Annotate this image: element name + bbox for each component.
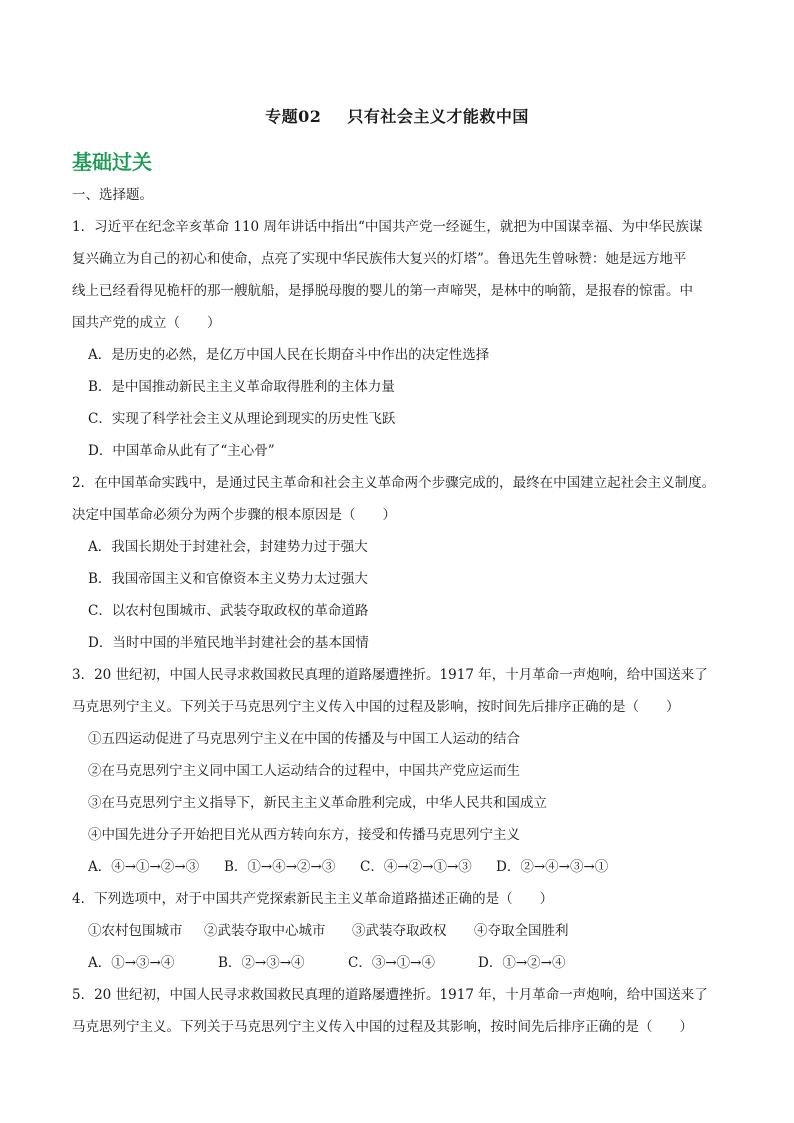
- question-2-option-d: D．当时中国的半殖民地半封建社会的基本国情: [88, 635, 369, 651]
- question-1-line-4: 国共产党的成立（ ）: [72, 315, 221, 331]
- question-1-line-1: 1．习近平在纪念辛亥革命 110 周年讲话中指出“中国共产党一经诞生，就把为中国谋幸福、为中华民族谋: [72, 219, 703, 235]
- title-text: 只有社会主义才能救中国: [347, 107, 529, 126]
- question-4-choice-c: C．③→①→④: [348, 955, 435, 971]
- question-3-statement-1: ①五四运动促进了马克思列宁主义在中国的传播及与中国工人运动的结合: [88, 731, 520, 747]
- question-3-line-2: 马克思列宁主义。下列关于马克思列宁主义传入中国的过程及影响，按时间先后排序正确的是（ ）: [72, 699, 680, 715]
- question-3-choice-c: C．④→②→①→③: [360, 859, 472, 875]
- question-5-line-1: 5．20 世纪初，中国人民寻求救国救民真理的道路屡遭挫折。1917 年，十月革命一声炮响，给中国送来了: [72, 987, 708, 1003]
- question-4-statement-1: ①农村包围城市: [88, 923, 183, 939]
- question-1-option-d: D．中国革命从此有了“主心骨”: [88, 443, 275, 459]
- question-4-statement-2: ②武装夺取中心城市: [204, 923, 326, 939]
- question-3-choices: [88, 855, 608, 875]
- question-4-statement-3: ③武装夺取政权: [352, 923, 447, 939]
- question-2-line-2: 决定中国革命必须分为两个步骤的根本原因是（ ）: [72, 507, 396, 523]
- question-1-line-2: 复兴确立为自己的初心和使命，点亮了实现中华民族伟大复兴的灯塔”。鲁迅先生曾咏赞：她是远方地平: [72, 251, 687, 267]
- question-4-choice-d: D．①→②→④: [478, 955, 566, 971]
- question-2-option-a: A．我国长期处于封建社会，封建势力过于强大: [88, 539, 368, 555]
- part-label: 一、选择题。: [72, 187, 153, 203]
- question-3-statement-3: ③在马克思列宁主义指导下，新民主主义革命胜利完成，中华人民共和国成立: [88, 795, 547, 811]
- section-heading: 基础过关: [72, 150, 152, 174]
- question-2-option-b: B．我国帝国主义和官僚资本主义势力太过强大: [88, 571, 368, 587]
- question-5-line-2: 马克思列宁主义。下列关于马克思列宁主义传入中国的过程及其影响，按时间先后排序正确的是（ ）: [72, 1019, 693, 1035]
- question-3-choice-d: D．②→④→③→①: [496, 859, 609, 875]
- question-2-line-1: 2．在中国革命实践中，是通过民主革命和社会主义革命两个步骤完成的，最终在中国建立起社会主义制度。: [72, 475, 716, 491]
- question-4-statements: [88, 919, 569, 939]
- question-3-line-1: 3．20 世纪初，中国人民寻求救国救民真理的道路屡遭挫折。1917 年，十月革命一声炮响，给中国送来了: [72, 667, 708, 683]
- question-3-statement-2: ②在马克思列宁主义同中国工人运动结合的过程中，中国共产党应运而生: [88, 763, 520, 779]
- question-3-choice-b: B．①→④→②→③: [224, 859, 336, 875]
- question-1-line-3: 线上已经看得见桅杆的那一艘航船，是掙脱母腹的婴儿的第一声啼哭，是林中的响箭，是报春的惊雷。中: [72, 283, 693, 299]
- question-4-choice-a: A．①→③→④: [88, 955, 175, 971]
- question-4-line-1: 4．下列选项中，对于中国共产党探索新民主主义革命道路描述正确的是（ ）: [72, 891, 554, 907]
- question-3-statement-4: ④中国先进分子开始把目光从西方转向东方，接受和传播马克思列宁主义: [88, 827, 520, 843]
- question-3-choice-a: A．④→①→②→③: [88, 859, 200, 875]
- question-2-option-c: C．以农村包围城市、武装夺取政权的革命道路: [88, 603, 369, 619]
- title-number: 专题02: [265, 107, 322, 126]
- question-1-option-b: B．是中国推动新民主主义革命取得胜利的主体力量: [88, 379, 395, 395]
- question-1-option-c: C．实现了科学社会主义从理论到现实的历史性飞跃: [88, 411, 396, 427]
- question-4-choice-b: B．②→③→④: [218, 955, 305, 971]
- question-4-choices: [88, 951, 565, 971]
- question-1-option-a: A．是历史的必然，是亿万中国人民在长期奋斗中作出的决定性选择: [88, 347, 490, 363]
- page-title: [0, 104, 794, 127]
- question-4-statement-4: ④夺取全国胜利: [474, 923, 569, 939]
